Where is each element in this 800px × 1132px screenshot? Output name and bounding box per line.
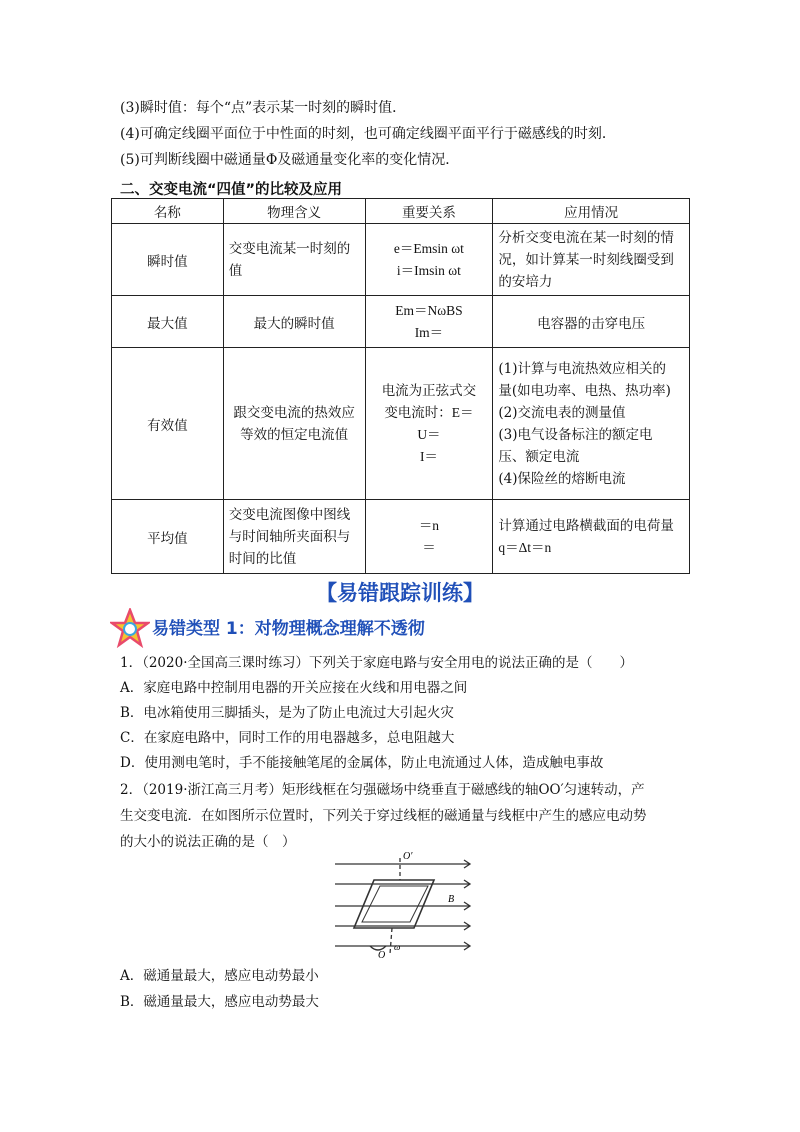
row-application: 电容器的击穿电压 (493, 296, 690, 348)
banner-title: 【易错跟踪训练】 (316, 581, 484, 605)
row-relation: e＝Emsin ωt i＝Imsin ωt (365, 224, 493, 296)
row-name: 瞬时值 (112, 224, 224, 296)
label-b: B (448, 894, 455, 905)
table-row (112, 500, 690, 574)
question-1-option-b: B．电冰箱使用三脚插头，是为了防止电流过大引起火灾 (120, 705, 454, 721)
header-application: 应用情况 (493, 199, 690, 224)
header-relation: 重要关系 (365, 199, 493, 224)
star-icon (110, 608, 150, 648)
header-name: 名称 (112, 199, 224, 224)
row-application: 分析交变电流在某一时刻的情 况，如计算某一时刻线圈受到 的安培力 (493, 224, 690, 296)
question-2-stem-line-2: 生交变电流．在如图所示位置时，下列关于穿过线框的磁通量与线框中产生的感应电动势 (120, 808, 647, 824)
label-o-prime: O′ (403, 851, 413, 862)
intro-line-5: (5)可判断线圈中磁通量Φ及磁通量变化率的变化情况． (120, 152, 460, 168)
row-application: 计算通过电路横截面的电荷量 q＝Δt＝n (493, 500, 690, 574)
row-name: 有效值 (112, 348, 224, 500)
table-row (112, 224, 690, 296)
question-2-stem-line-1: 2．（2019·浙江高三月考）矩形线框在匀强磁场中绕垂直于磁感线的轴OO′匀速转动，产 (120, 782, 645, 798)
question-1-option-d: D．使用测电笔时，手不能接触笔尾的金属体，防止电流通过人体，造成触电事故 (120, 755, 604, 771)
table-header-row (112, 199, 690, 224)
row-meaning: 跟交变电流的热效应 等效的恒定电流值 (223, 348, 365, 500)
row-relation: ＝n ＝ (365, 500, 493, 574)
intro-line-3: (3)瞬时值：每个“点”表示某一时刻的瞬时值． (120, 100, 407, 116)
table-row (112, 296, 690, 348)
intro-line-4: (4)可确定线圈平面位于中性面的时刻，也可确定线圈平面平行于磁感线的时刻． (120, 126, 616, 142)
question-2-option-b: B．磁通量最大，感应电动势最大 (120, 994, 319, 1010)
question-2-stem-line-3: 的大小的说法正确的是（ ） (120, 834, 296, 850)
row-meaning: 最大的瞬时值 (223, 296, 365, 348)
question-1-option-a: A．家庭电路中控制用电器的开关应接在火线和用电器之间 (120, 680, 468, 696)
row-meaning: 交变电流某一时刻的 值 (223, 224, 365, 296)
question-2-option-a: A．磁通量最大，感应电动势最小 (120, 968, 319, 984)
question-1-option-c: C．在家庭电路中，同时工作的用电器越多，总电阻越大 (120, 730, 455, 746)
error-type-title: 易错类型 1：对物理概念理解不透彻 (152, 619, 425, 639)
section-title: 二、交变电流“四值”的比较及应用 (120, 182, 343, 198)
four-values-table (111, 198, 690, 574)
rotating-coil-figure (330, 850, 475, 962)
row-relation: 电流为正弦式交 变电流时：E＝ U＝ I＝ (365, 348, 493, 500)
table-row (112, 348, 690, 500)
question-1-stem: 1．（2020·全国高三课时练习）下列关于家庭电路与安全用电的说法正确的是（ ） (120, 655, 633, 671)
header-meaning: 物理含义 (223, 199, 365, 224)
row-name: 平均值 (112, 500, 224, 574)
row-name: 最大值 (112, 296, 224, 348)
row-application: (1)计算与电流热效应相关的 量(如电功率、电热、热功率) (2)交流电表的测量值 (3)电气设备标注的额定电 压、额定电流 (4)保险丝的熔断电流 (493, 348, 690, 500)
row-meaning: 交变电流图像中图线 与时间轴所夹面积与 时间的比值 (223, 500, 365, 574)
row-relation: Em＝NωBS Im＝ (365, 296, 493, 348)
label-omega: ω (394, 942, 401, 952)
label-o: O (378, 950, 386, 961)
